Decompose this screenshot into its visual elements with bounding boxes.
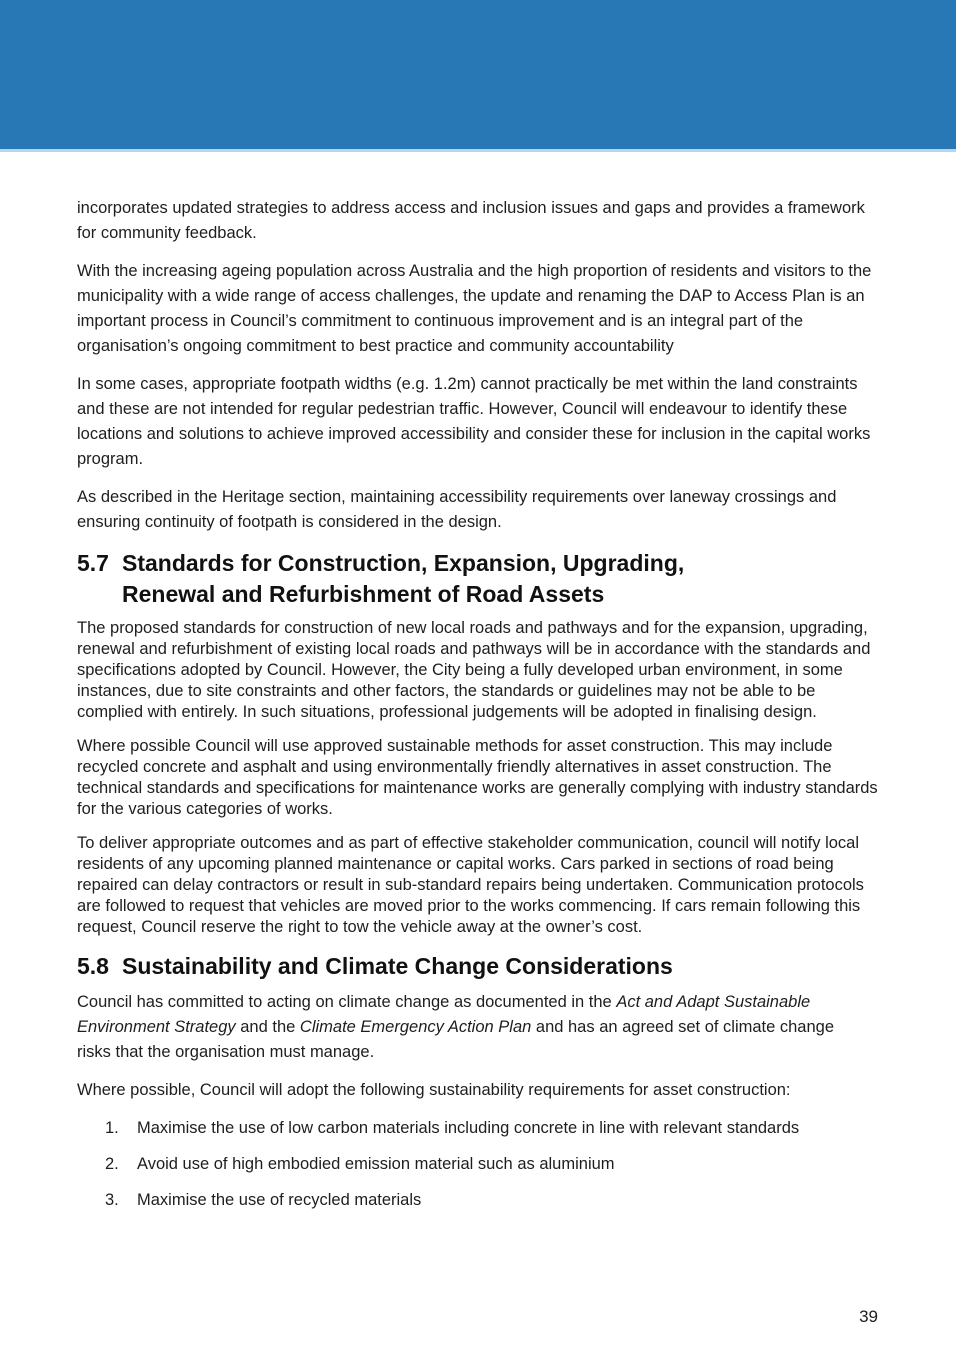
list-item-number: 3. xyxy=(105,1191,119,1209)
section-title: Standards for Construction, Expansion, Upgrading, Renewal and Refurbishment of Road Assets xyxy=(122,550,685,607)
section-heading-5-7 xyxy=(77,548,878,610)
paragraph-stakeholder-communication: To deliver appropriate outcomes and as part of effective stakeholder communication, council will notify local residents of any upcoming planned maintenance or capital works. Cars parked in sections of road being repaired can delay contractors or result in sub-standard repairs being undertaken. Communication protocols are followed to request that vehicles are moved prior to the works commencing. If cars remain following this request, Council reserve the right to tow the vehicle away at the owner’s cost. xyxy=(77,834,864,936)
paragraph-heritage-laneway: As described in the Heritage section, maintaining accessibility requirements over laneway crossings and ensuring continuity of footpath is considered in the design. xyxy=(77,488,837,531)
paragraph-ageing-population: With the increasing ageing population across Australia and the high proportion of residents and visitors to the municipality with a wide range of access challenges, the update and renaming the DAP to Access Plan is an important process in Council’s commitment to continuous improvement and is an integral part of the organisation’s ongoing commitment to best practice and community accountability xyxy=(77,262,872,355)
section-title: Sustainability and Climate Change Considerations xyxy=(122,953,673,979)
page-content xyxy=(0,152,956,1213)
paragraph-sustainability-requirements-lead: Where possible, Council will adopt the following sustainability requirements for asset construction: xyxy=(77,1081,791,1099)
paragraph-sustainable-methods: Where possible Council will use approved sustainable methods for asset construction. This may include recycled concrete and asphalt and using environmentally friendly alternatives in asset construction. The technical standards and specifications for maintenance works are generally complying with industry standards for the various categories of works. xyxy=(77,737,878,818)
list-item xyxy=(77,1116,878,1141)
list-item-number: 1. xyxy=(105,1119,119,1137)
paragraph-climate-commitment: Council has committed to acting on climate change as documented in the Act and Adapt Sustainable Environment Strategy and the Climate Emergency Action Plan and has an agreed set of climate change risks that the organisation must manage. xyxy=(77,993,835,1061)
sustainability-requirements-list xyxy=(77,1116,878,1213)
page-number: 39 xyxy=(859,1307,878,1326)
section-heading-5-8 xyxy=(77,951,878,982)
list-item xyxy=(77,1188,878,1213)
list-item-text: Maximise the use of recycled materials xyxy=(137,1191,422,1209)
paragraph-proposed-standards: The proposed standards for construction of new local roads and pathways and for the expansion, upgrading, renewal and refurbishment of existing local roads and pathways will be in accordance with the standards and specifications adopted by Council. However, the City being a fully developed urban environment, in some instances, due to site constraints and other factors, the standards or guidelines may not be able to be complied with entirely. In such situations, professional judgements will be adopted in finalising design. xyxy=(77,619,871,721)
paragraph-footpath-widths: In some cases, appropriate footpath widths (e.g. 1.2m) cannot practically be met within the land constraints and these are not intended for regular pedestrian traffic. However, Council will endeavour to identify these locations and solutions to achieve improved accessibility and consider these for inclusion in the capital works program. xyxy=(77,375,871,468)
list-item-text: Maximise the use of low carbon materials including concrete in line with relevant standards xyxy=(137,1119,800,1137)
paragraph-access-plan-intro: incorporates updated strategies to address access and inclusion issues and gaps and provides a framework for community feedback. xyxy=(77,199,865,242)
section-number: 5.7 xyxy=(77,550,109,576)
list-item xyxy=(77,1152,878,1177)
list-item-text: Avoid use of high embodied emission material such as aluminium xyxy=(137,1155,615,1173)
header-band xyxy=(0,0,956,149)
section-number: 5.8 xyxy=(77,953,109,979)
list-item-number: 2. xyxy=(105,1155,119,1173)
